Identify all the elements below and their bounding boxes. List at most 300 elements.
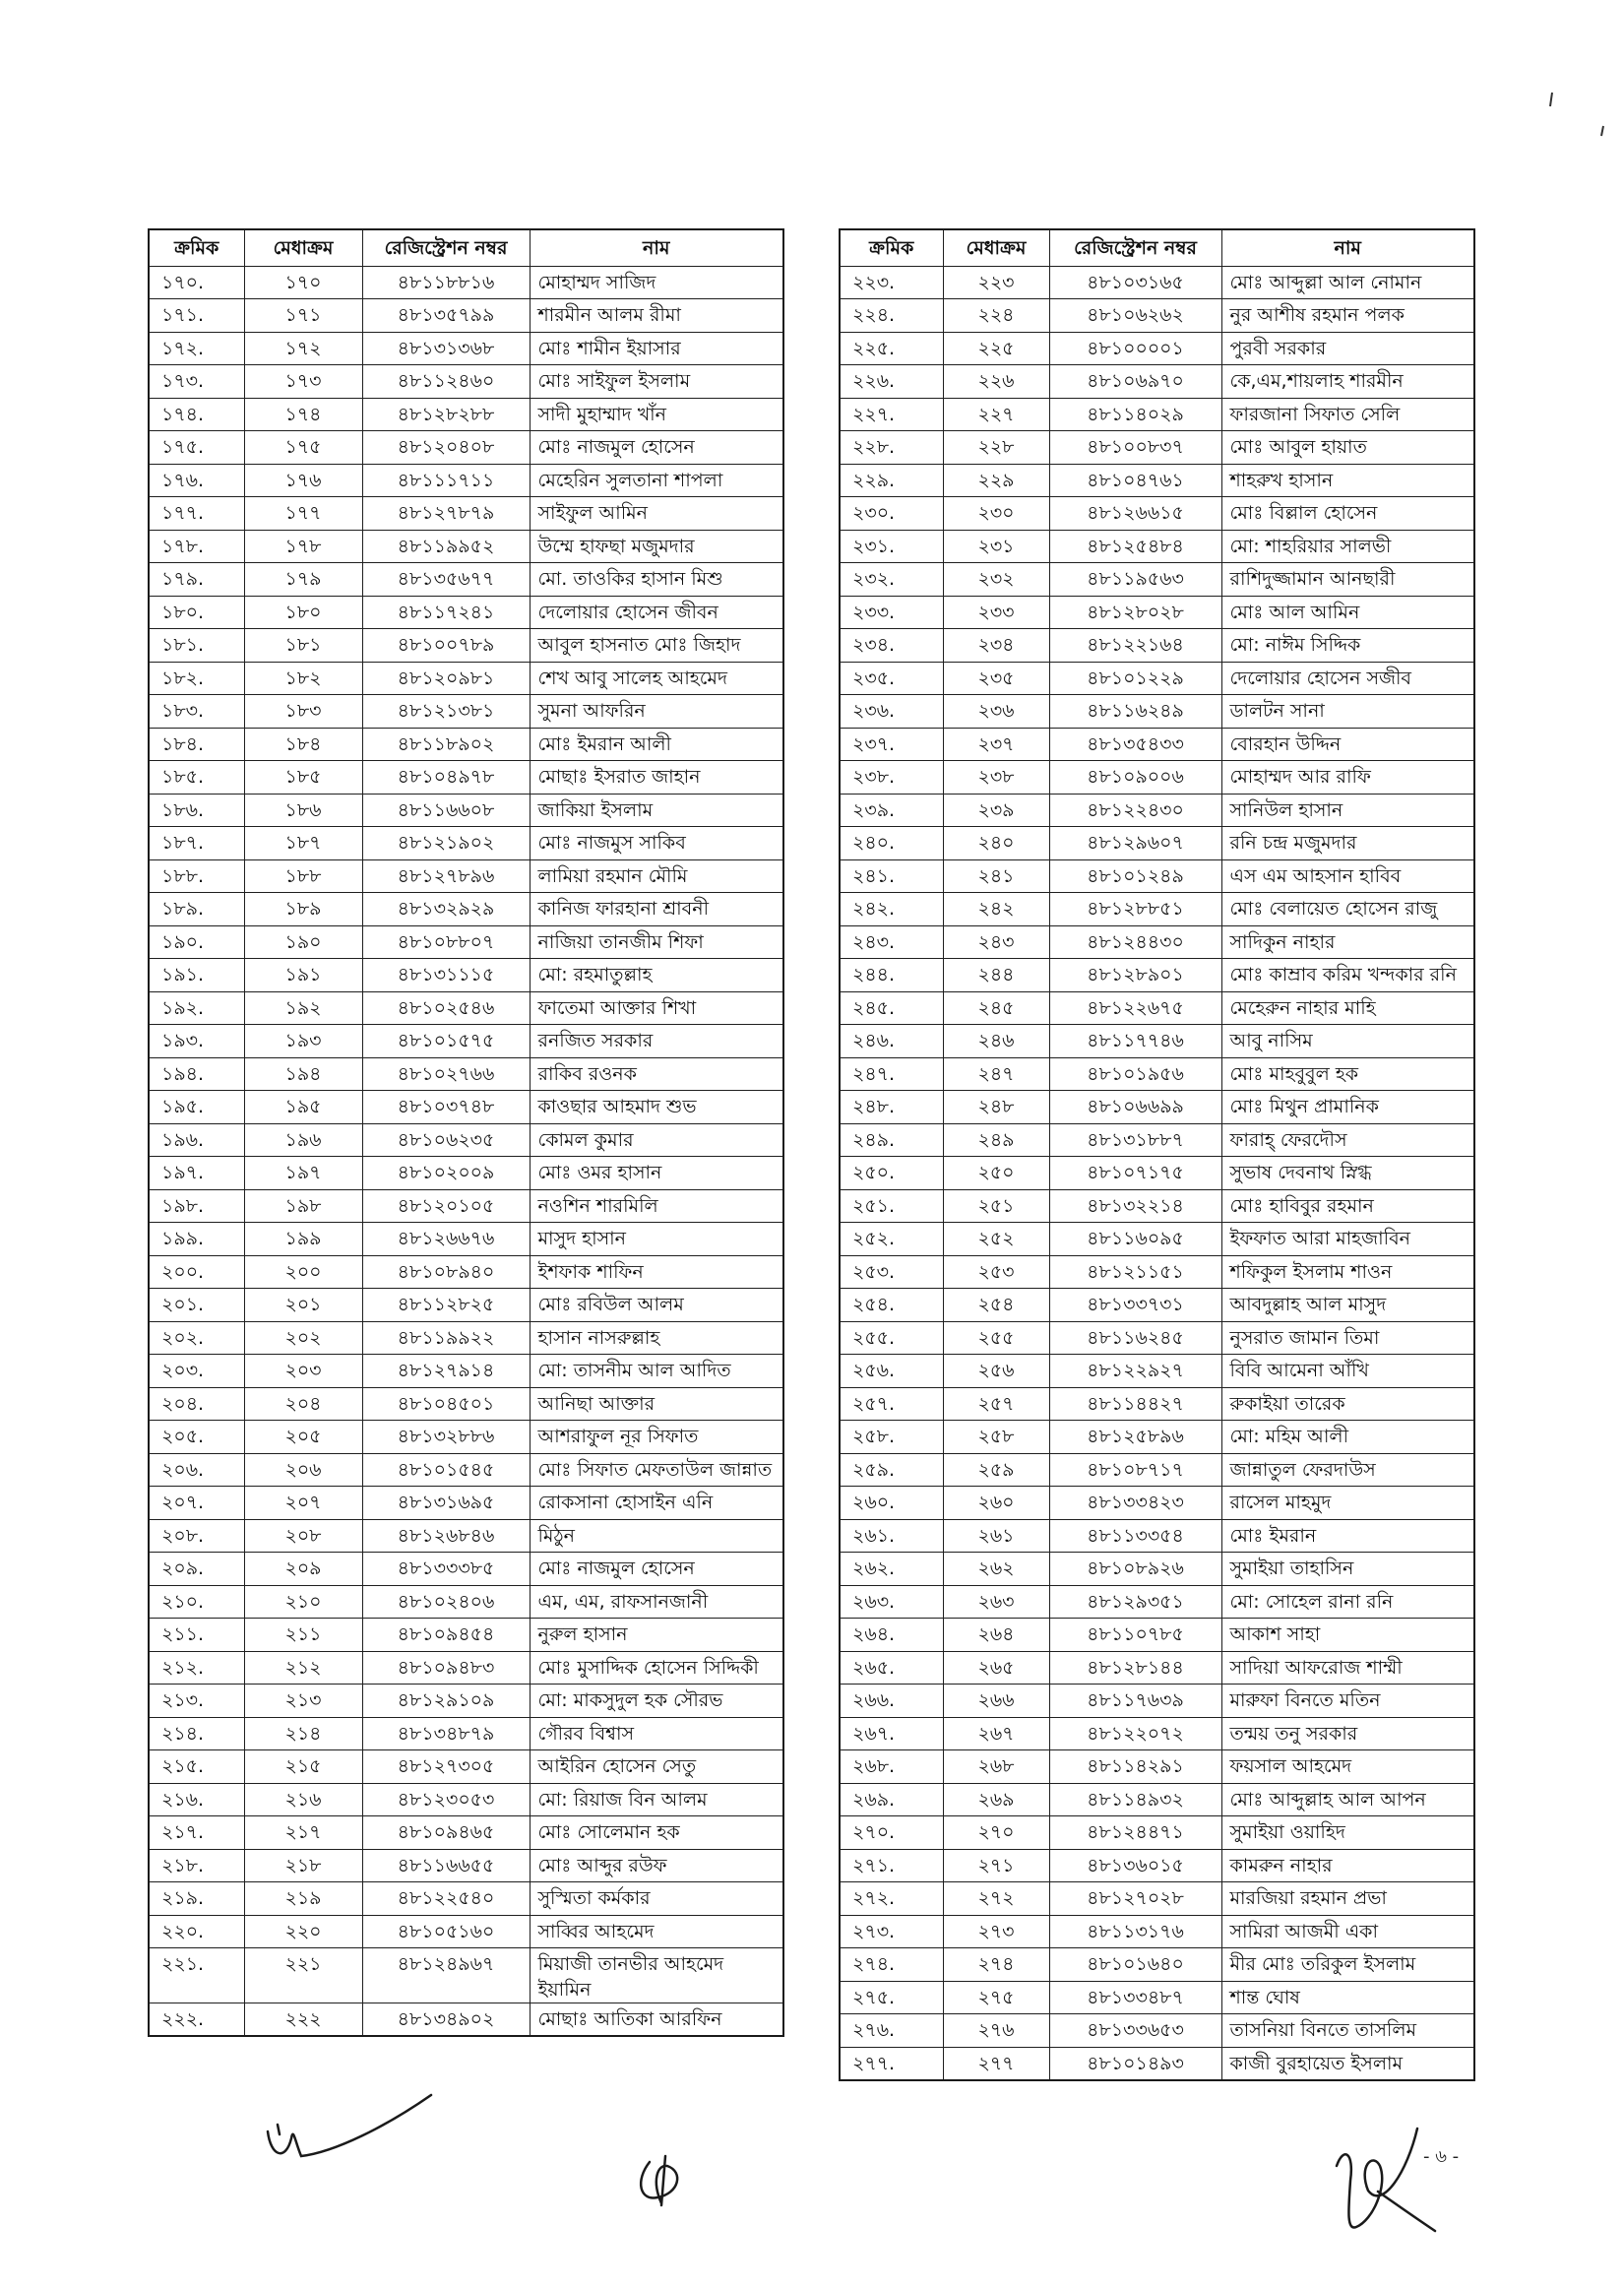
serial-cell: ১৮৬.: [149, 794, 244, 827]
merit-cell: ১৯১: [244, 959, 362, 992]
table-row: [840, 959, 1474, 992]
table-row: [840, 1453, 1474, 1487]
merit-cell: ২৬৯: [943, 1783, 1049, 1816]
table-row: [149, 464, 783, 497]
merit-cell: ২২০: [244, 1915, 362, 1948]
name-cell: মোঃ নাজমুল হোসেন: [530, 431, 783, 465]
serial-cell: ২৪৬.: [840, 1025, 943, 1058]
registration-number-cell: ৪৮১১৭৭৪৬: [1049, 1025, 1221, 1058]
table-row: [149, 1025, 783, 1058]
merit-cell: ২৭৬: [943, 2014, 1049, 2048]
name-cell: সুমাইয়া তাহাসিন: [1221, 1553, 1474, 1586]
registration-number-cell: ৪৮১২৭০২৮: [1049, 1882, 1221, 1916]
table-row: [840, 431, 1474, 465]
name-cell: মারজিয়া রহমান প্রভা: [1221, 1882, 1474, 1916]
merit-cell: ১৮০: [244, 596, 362, 629]
table-row: [149, 530, 783, 563]
registration-number-cell: ৪৮১৩৪৯০২: [362, 2003, 530, 2037]
name-cell: তন্ময় তনু সরকার: [1221, 1717, 1474, 1750]
serial-cell: ২২৪.: [840, 299, 943, 333]
registration-number-cell: ৪৮১২৪৪৩০: [1049, 925, 1221, 959]
serial-cell: ২৩১.: [840, 530, 943, 563]
registration-number-cell: ৪৮১০৬২৬২: [1049, 299, 1221, 333]
table-row: [840, 1387, 1474, 1421]
scan-mark: [1550, 93, 1552, 106]
name-cell: কাজী বুরহায়েত ইসলাম: [1221, 2047, 1474, 2080]
registration-number-cell: ৪৮১১৬৬০৮: [362, 794, 530, 827]
table-row: [840, 761, 1474, 795]
serial-cell: ২৫০.: [840, 1157, 943, 1190]
serial-cell: ২৩৮.: [840, 761, 943, 795]
merit-cell: ২৫৫: [943, 1321, 1049, 1355]
name-cell: শাহরুখ হাসান: [1221, 464, 1474, 497]
merit-cell: ২৪৪: [943, 959, 1049, 992]
merit-cell: ১৮৯: [244, 893, 362, 926]
serial-cell: ২৪৭.: [840, 1057, 943, 1091]
table-row: [840, 1057, 1474, 1091]
merit-list-table-left: [148, 228, 784, 2037]
serial-cell: ২০৫.: [149, 1421, 244, 1454]
name-cell: মোঃ সোলেমান হক: [530, 1816, 783, 1850]
registration-number-cell: ৪৮১২৬৮৪৬: [362, 1519, 530, 1553]
merit-cell: ১৭৪: [244, 398, 362, 431]
registration-number-cell: ৪৮১৩৪৮৭৯: [362, 1717, 530, 1750]
signature-right: [1337, 2129, 1435, 2231]
serial-cell: ২৬৬.: [840, 1685, 943, 1718]
name-cell: সাদিকুন নাহার: [1221, 925, 1474, 959]
name-cell: ডালটন সানা: [1221, 695, 1474, 729]
table-row: [149, 398, 783, 431]
serial-cell: ২৫৮.: [840, 1421, 943, 1454]
name-cell: মোঃ আব্দুল্লাহ আল আপন: [1221, 1783, 1474, 1816]
serial-cell: ২৩৩.: [840, 596, 943, 629]
table-row: [840, 1915, 1474, 1948]
serial-cell: ১৭৭.: [149, 497, 244, 531]
merit-cell: ২৭৫: [943, 1981, 1049, 2014]
name-cell: এস এম আহসান হাবিব: [1221, 859, 1474, 893]
registration-number-cell: ৪৮১২৯১০৯: [362, 1685, 530, 1718]
registration-number-cell: ৪৮১০৯৪৬৫: [362, 1816, 530, 1850]
table-row: [149, 1453, 783, 1487]
name-cell: কামরুন নাহার: [1221, 1849, 1474, 1882]
registration-number-cell: ৪৮১১৬২৪৫: [1049, 1321, 1221, 1355]
name-cell: সাইফুল আমিন: [530, 497, 783, 531]
registration-number-cell: ৪৮১৩১১১৫: [362, 959, 530, 992]
merit-cell: ২৪১: [943, 859, 1049, 893]
merit-cell: ২০৭: [244, 1487, 362, 1520]
name-cell: মোহাম্মদ আর রাফি: [1221, 761, 1474, 795]
registration-number-cell: ৪৮১০৩৭৪৮: [362, 1091, 530, 1124]
registration-number-cell: ৪৮১২২৫৪০: [362, 1882, 530, 1916]
name-cell: মোঃ হাবিবুর রহমান: [1221, 1189, 1474, 1223]
table-row: [840, 1783, 1474, 1816]
registration-number-cell: ৪৮১১৮৯০২: [362, 728, 530, 761]
name-cell: পুরবী সরকার: [1221, 332, 1474, 365]
merit-header: মেধাক্রম: [244, 229, 362, 266]
name-cell: মো: মাকসুদুল হক সৌরভ: [530, 1685, 783, 1718]
registration-number-cell: ৪৮১০১৯৫৬: [1049, 1057, 1221, 1091]
name-cell: মিয়াজী তানভীর আহমেদ ইয়ামিন: [530, 1948, 783, 2003]
table-row: [149, 1651, 783, 1685]
serial-cell: ২২৬.: [840, 365, 943, 399]
merit-cell: ২২৭: [943, 398, 1049, 431]
registration-number-cell: ৪৮১২১১৫১: [1049, 1255, 1221, 1289]
registration-number-cell: ৪৮১২২৯২৭: [1049, 1355, 1221, 1388]
merit-cell: ২৩৫: [943, 662, 1049, 695]
table-row: [149, 431, 783, 465]
table-row: [149, 1915, 783, 1948]
serial-cell: ১৮৭.: [149, 827, 244, 860]
table-row: [840, 859, 1474, 893]
registration-number-cell: ৪৮১০৯৪৮৩: [362, 1651, 530, 1685]
merit-cell: ২৩৯: [943, 794, 1049, 827]
name-cell: মোঃ সাইফুল ইসলাম: [530, 365, 783, 399]
merit-cell: ২৬১: [943, 1519, 1049, 1553]
table-row: [149, 1421, 783, 1454]
name-cell: রোকসানা হোসাইন এনি: [530, 1487, 783, 1520]
name-cell: মোঃ ইমরান: [1221, 1519, 1474, 1553]
registration-number-cell: ৪৮১৩৩৬৫৩: [1049, 2014, 1221, 2048]
table-row: [149, 1685, 783, 1718]
serial-cell: ২০৮.: [149, 1519, 244, 1553]
table-row: [149, 859, 783, 893]
table-row: [840, 1091, 1474, 1124]
name-cell: মোছাঃ ইসরাত জাহান: [530, 761, 783, 795]
registration-number-cell: ৪৮১৩১৮৮৭: [1049, 1123, 1221, 1157]
serial-cell: ২৫৪.: [840, 1289, 943, 1322]
table-row: [840, 1025, 1474, 1058]
registration-number-cell: ৪৮১৩১৬৯৫: [362, 1487, 530, 1520]
merit-cell: ২১৩: [244, 1685, 362, 1718]
serial-cell: ২১০.: [149, 1585, 244, 1619]
name-cell: মোঃ রবিউল আলম: [530, 1289, 783, 1322]
registration-number-cell: ৪৮১১৩৩৫৪: [1049, 1519, 1221, 1553]
merit-cell: ১৯৪: [244, 1057, 362, 1091]
registration-number-cell: ৪৮১২৮০২৮: [1049, 596, 1221, 629]
registration-number-cell: ৪৮১১৩১৭৬: [1049, 1915, 1221, 1948]
name-cell: বোরহান উদ্দিন: [1221, 728, 1474, 761]
registration-number-cell: ৪৮১২৬৬৭৬: [362, 1223, 530, 1256]
merit-cell: ১৮৪: [244, 728, 362, 761]
registration-number-cell: ৪৮১০১৬৪০: [1049, 1948, 1221, 1982]
merit-cell: ২০২: [244, 1321, 362, 1355]
serial-cell: ২৭২.: [840, 1882, 943, 1916]
merit-cell: ২৩০: [943, 497, 1049, 531]
name-cell: মেহেরিন সুলতানা শাপলা: [530, 464, 783, 497]
table-row: [149, 893, 783, 926]
name-cell: তাসনিয়া বিনতে তাসলিম: [1221, 2014, 1474, 2048]
registration-number-cell: ৪৮১২২৬৭৫: [1049, 991, 1221, 1025]
table-row: [149, 629, 783, 663]
registration-number-cell: ৪৮১১৭২৪১: [362, 596, 530, 629]
name-cell: মোঃ মাহবুবুল হক: [1221, 1057, 1474, 1091]
registration-number-cell: ৪৮১৩২৮৮৬: [362, 1421, 530, 1454]
serial-header: ক্রমিক: [149, 229, 244, 266]
registration-number-cell: ৪৮১০৫১৬০: [362, 1915, 530, 1948]
table-row: [840, 1289, 1474, 1322]
merit-cell: ২৬৩: [943, 1585, 1049, 1619]
name-cell: মেহেরুন নাহার মাহি: [1221, 991, 1474, 1025]
registration-number-cell: ৪৮১০১৫৪৫: [362, 1453, 530, 1487]
serial-cell: ২২২.: [149, 2003, 244, 2037]
name-cell: সামিরা আজমী একা: [1221, 1915, 1474, 1948]
serial-cell: ২০৬.: [149, 1453, 244, 1487]
merit-cell: ২৩৩: [943, 596, 1049, 629]
table-row: [840, 398, 1474, 431]
name-cell: মোঃ নাজমুস সাকিব: [530, 827, 783, 860]
serial-cell: ২১১.: [149, 1619, 244, 1652]
merit-cell: ১৮৩: [244, 695, 362, 729]
serial-cell: ২৬৯.: [840, 1783, 943, 1816]
name-cell: মো: তাসনীম আল আদিত: [530, 1355, 783, 1388]
serial-cell: ১৭২.: [149, 332, 244, 365]
name-cell: কাওছার আহমাদ শুভ: [530, 1091, 783, 1124]
registration-number-cell: ৪৮১১২৪৬০: [362, 365, 530, 399]
name-cell: আবু নাসিম: [1221, 1025, 1474, 1058]
registration-number-cell: ৪৮১২৮১৪৪: [1049, 1651, 1221, 1685]
registration-number-cell: ৪৮১২৩০৫৩: [362, 1783, 530, 1816]
name-cell: মোঃ সিফাত মেফতাউল জান্নাত: [530, 1453, 783, 1487]
merit-cell: ২৪৩: [943, 925, 1049, 959]
serial-cell: ২১৭.: [149, 1816, 244, 1850]
registration-number-cell: ৪৮১০৬৬৯৯: [1049, 1091, 1221, 1124]
serial-cell: ১৯০.: [149, 925, 244, 959]
merit-cell: ১৭৮: [244, 530, 362, 563]
serial-cell: ২৩৪.: [840, 629, 943, 663]
table-row: [149, 365, 783, 399]
name-cell: মো: নাঈম সিদ্দিক: [1221, 629, 1474, 663]
merit-cell: ১৭৭: [244, 497, 362, 531]
serial-cell: ২৬২.: [840, 1553, 943, 1586]
merit-cell: ১৯৯: [244, 1223, 362, 1256]
merit-cell: ২৬০: [943, 1487, 1049, 1520]
table-row: [840, 794, 1474, 827]
name-cell: মোঃ ইমরান আলী: [530, 728, 783, 761]
table-row: [840, 1321, 1474, 1355]
table-row: [840, 695, 1474, 729]
name-cell: মিঠুন: [530, 1519, 783, 1553]
merit-cell: ২৪০: [943, 827, 1049, 860]
serial-cell: ১৮০.: [149, 596, 244, 629]
merit-cell: ১৯৫: [244, 1091, 362, 1124]
table-row: [840, 464, 1474, 497]
registration-number-cell: ৪৮১২৪৯৬৭: [362, 1948, 530, 2003]
merit-cell: ২২১: [244, 1948, 362, 2003]
registration-number-cell: ৪৮১১৬২৪৯: [1049, 695, 1221, 729]
serial-cell: ২৬৮.: [840, 1750, 943, 1784]
merit-cell: ২২৮: [943, 431, 1049, 465]
registration-number-cell: ৪৮১৩৫৭৯৯: [362, 299, 530, 333]
merit-cell: ১৭৯: [244, 563, 362, 597]
registration-number-cell: ৪৮১১৯৫৬৩: [1049, 563, 1221, 597]
name-cell: হাসান নাসরুল্লাহ: [530, 1321, 783, 1355]
registration-number-cell: ৪৮১০২৭৬৬: [362, 1057, 530, 1091]
merit-cell: ২৩৪: [943, 629, 1049, 663]
serial-cell: ১৭১.: [149, 299, 244, 333]
serial-cell: ১৭০.: [149, 266, 244, 299]
serial-cell: ২৩৬.: [840, 695, 943, 729]
name-cell: জান্নাতুল ফেরদাউস: [1221, 1453, 1474, 1487]
table-row: [149, 596, 783, 629]
table-row: [149, 1123, 783, 1157]
name-cell: রনি চন্দ্র মজুমদার: [1221, 827, 1474, 860]
serial-cell: ১৭৩.: [149, 365, 244, 399]
registration-number-cell: ৪৮১০৮৯২৬: [1049, 1553, 1221, 1586]
name-header: নাম: [1221, 229, 1474, 266]
name-cell: সাদিয়া আফরোজ শাম্মী: [1221, 1651, 1474, 1685]
registration-number-cell: ৪৮১১১৭১১: [362, 464, 530, 497]
merit-cell: ১৮২: [244, 662, 362, 695]
registration-number-cell: ৪৮১১৪২৯১: [1049, 1750, 1221, 1784]
table-row: [840, 1223, 1474, 1256]
table-row: [149, 299, 783, 333]
registration-number-cell: ৪৮১২৫৪৮৪: [1049, 530, 1221, 563]
name-cell: সাদী মুহাম্মাদ খাঁন: [530, 398, 783, 431]
serial-cell: ২৫৬.: [840, 1355, 943, 1388]
name-cell: মোছাঃ আতিকা আরফিন: [530, 2003, 783, 2037]
table-header-row: [840, 229, 1474, 266]
merit-cell: ২৬৪: [943, 1619, 1049, 1652]
table-row: [149, 1387, 783, 1421]
table-row: [149, 1948, 783, 2003]
table-row: [149, 695, 783, 729]
registration-number-cell: ৪৮১২৮২৮৮: [362, 398, 530, 431]
merit-cell: ২৭৪: [943, 1948, 1049, 1982]
merit-cell: ১৯৮: [244, 1189, 362, 1223]
registration-number-cell: ৪৮১২৯৬০৭: [1049, 827, 1221, 860]
registration-number-cell: ৪৮১০৯০০৬: [1049, 761, 1221, 795]
registration-number-header: রেজিস্ট্রেশন নম্বর: [362, 229, 530, 266]
table-row: [149, 332, 783, 365]
merit-cell: ২৩১: [943, 530, 1049, 563]
name-cell: মাসুদ হাসান: [530, 1223, 783, 1256]
serial-cell: ১৮১.: [149, 629, 244, 663]
serial-cell: ২৫৫.: [840, 1321, 943, 1355]
table-row: [840, 1816, 1474, 1850]
registration-number-cell: ৪৮১০০৮৩৭: [1049, 431, 1221, 465]
name-cell: রুকাইয়া তারেক: [1221, 1387, 1474, 1421]
name-cell: নুরুল হাসান: [530, 1619, 783, 1652]
merit-cell: ১৭৬: [244, 464, 362, 497]
table-row: [149, 1816, 783, 1850]
merit-cell: ২৬৫: [943, 1651, 1049, 1685]
table-row: [840, 925, 1474, 959]
registration-number-cell: ৪৮১১৪৯৩২: [1049, 1783, 1221, 1816]
serial-cell: ২৪১.: [840, 859, 943, 893]
registration-number-cell: ৪৮১২০৯৮১: [362, 662, 530, 695]
name-cell: রাকিব রওনক: [530, 1057, 783, 1091]
merit-cell: ১৯২: [244, 991, 362, 1025]
registration-number-cell: ৪৮১২৮৮৫১: [1049, 893, 1221, 926]
table-row: [149, 1223, 783, 1256]
serial-cell: ২৭১.: [840, 1849, 943, 1882]
table-row: [149, 1783, 783, 1816]
merit-cell: ২২৫: [943, 332, 1049, 365]
serial-cell: ২৪৯.: [840, 1123, 943, 1157]
table-row: [840, 1519, 1474, 1553]
name-cell: উম্মে হাফছা মজুমদার: [530, 530, 783, 563]
registration-number-cell: ৪৮১৩২৯২৯: [362, 893, 530, 926]
serial-cell: ২০৯.: [149, 1553, 244, 1586]
name-cell: রনজিত সরকার: [530, 1025, 783, 1058]
merit-cell: ২৪৯: [943, 1123, 1049, 1157]
merit-cell: ২৫৭: [943, 1387, 1049, 1421]
registration-number-cell: ৪৮১০২৫৪৬: [362, 991, 530, 1025]
registration-number-cell: ৪৮১২৮৯০১: [1049, 959, 1221, 992]
merit-cell: ২৫৯: [943, 1453, 1049, 1487]
merit-cell: ২০৮: [244, 1519, 362, 1553]
registration-number-cell: ৪৮১০৮৮০৭: [362, 925, 530, 959]
table-row: [840, 629, 1474, 663]
name-cell: সুভাষ দেবনাথ স্নিগ্ধ: [1221, 1157, 1474, 1190]
serial-cell: ২৬৩.: [840, 1585, 943, 1619]
name-cell: শফিকুল ইসলাম শাওন: [1221, 1255, 1474, 1289]
serial-cell: ১৭৪.: [149, 398, 244, 431]
serial-cell: ২৪০.: [840, 827, 943, 860]
table-row: [149, 827, 783, 860]
serial-cell: ২৭০.: [840, 1816, 943, 1850]
merit-cell: ২৬৭: [943, 1717, 1049, 1750]
name-cell: আবদুল্লাহ আল মাসুদ: [1221, 1289, 1474, 1322]
registration-number-cell: ৪৮১০৪৯৭৮: [362, 761, 530, 795]
serial-cell: ২১৫.: [149, 1750, 244, 1784]
serial-cell: ২৫১.: [840, 1189, 943, 1223]
merit-cell: ২১১: [244, 1619, 362, 1652]
merit-header: মেধাক্রম: [943, 229, 1049, 266]
table-header-row: [149, 229, 783, 266]
registration-number-cell: ৪৮১০৪৭৬১: [1049, 464, 1221, 497]
name-cell: ফারজানা সিফাত সেলি: [1221, 398, 1474, 431]
registration-number-cell: ৪৮১০৮৯৪০: [362, 1255, 530, 1289]
merit-cell: ১৮৭: [244, 827, 362, 860]
registration-number-cell: ৪৮১০০০০১: [1049, 332, 1221, 365]
table-row: [149, 1585, 783, 1619]
table-row: [840, 365, 1474, 399]
merit-cell: ২৬৮: [943, 1750, 1049, 1784]
serial-cell: ২৪২.: [840, 893, 943, 926]
table-row: [840, 827, 1474, 860]
table-row: [840, 1553, 1474, 1586]
name-cell: শান্ত ঘোষ: [1221, 1981, 1474, 2014]
registration-number-cell: ৪৮১১৬৬৫৫: [362, 1849, 530, 1882]
name-cell: দেলোয়ার হোসেন সজীব: [1221, 662, 1474, 695]
registration-number-cell: ৪৮১০৯৪৫৪: [362, 1619, 530, 1652]
merit-cell: ২০৫: [244, 1421, 362, 1454]
table-row: [149, 1157, 783, 1190]
serial-cell: ১৭৬.: [149, 464, 244, 497]
registration-number-cell: ৪৮১১৬০৯৫: [1049, 1223, 1221, 1256]
table-row: [840, 2014, 1474, 2048]
name-cell: মোঃ ওমর হাসান: [530, 1157, 783, 1190]
serial-cell: ২২৯.: [840, 464, 943, 497]
table-row: [149, 1519, 783, 1553]
name-cell: মোঃ শামীন ইয়াসার: [530, 332, 783, 365]
registration-number-cell: ৪৮১২০৪০৮: [362, 431, 530, 465]
serial-cell: ২৫২.: [840, 1223, 943, 1256]
serial-cell: ২১২.: [149, 1651, 244, 1685]
serial-cell: ১৯১.: [149, 959, 244, 992]
merit-cell: ২৩৮: [943, 761, 1049, 795]
name-cell: মোঃ নাজমুল হোসেন: [530, 1553, 783, 1586]
serial-header: ক্রমিক: [840, 229, 943, 266]
merit-cell: ২৪৮: [943, 1091, 1049, 1124]
serial-cell: ২৩৯.: [840, 794, 943, 827]
table-row: [840, 2047, 1474, 2080]
table-row: [149, 2003, 783, 2037]
name-cell: মোঃ আব্দুল্লা আল নোমান: [1221, 266, 1474, 299]
name-cell: মোঃ বিল্লাল হোসেন: [1221, 497, 1474, 531]
name-cell: মোঃ মুসাদ্দিক হোসেন সিদ্দিকী: [530, 1651, 783, 1685]
